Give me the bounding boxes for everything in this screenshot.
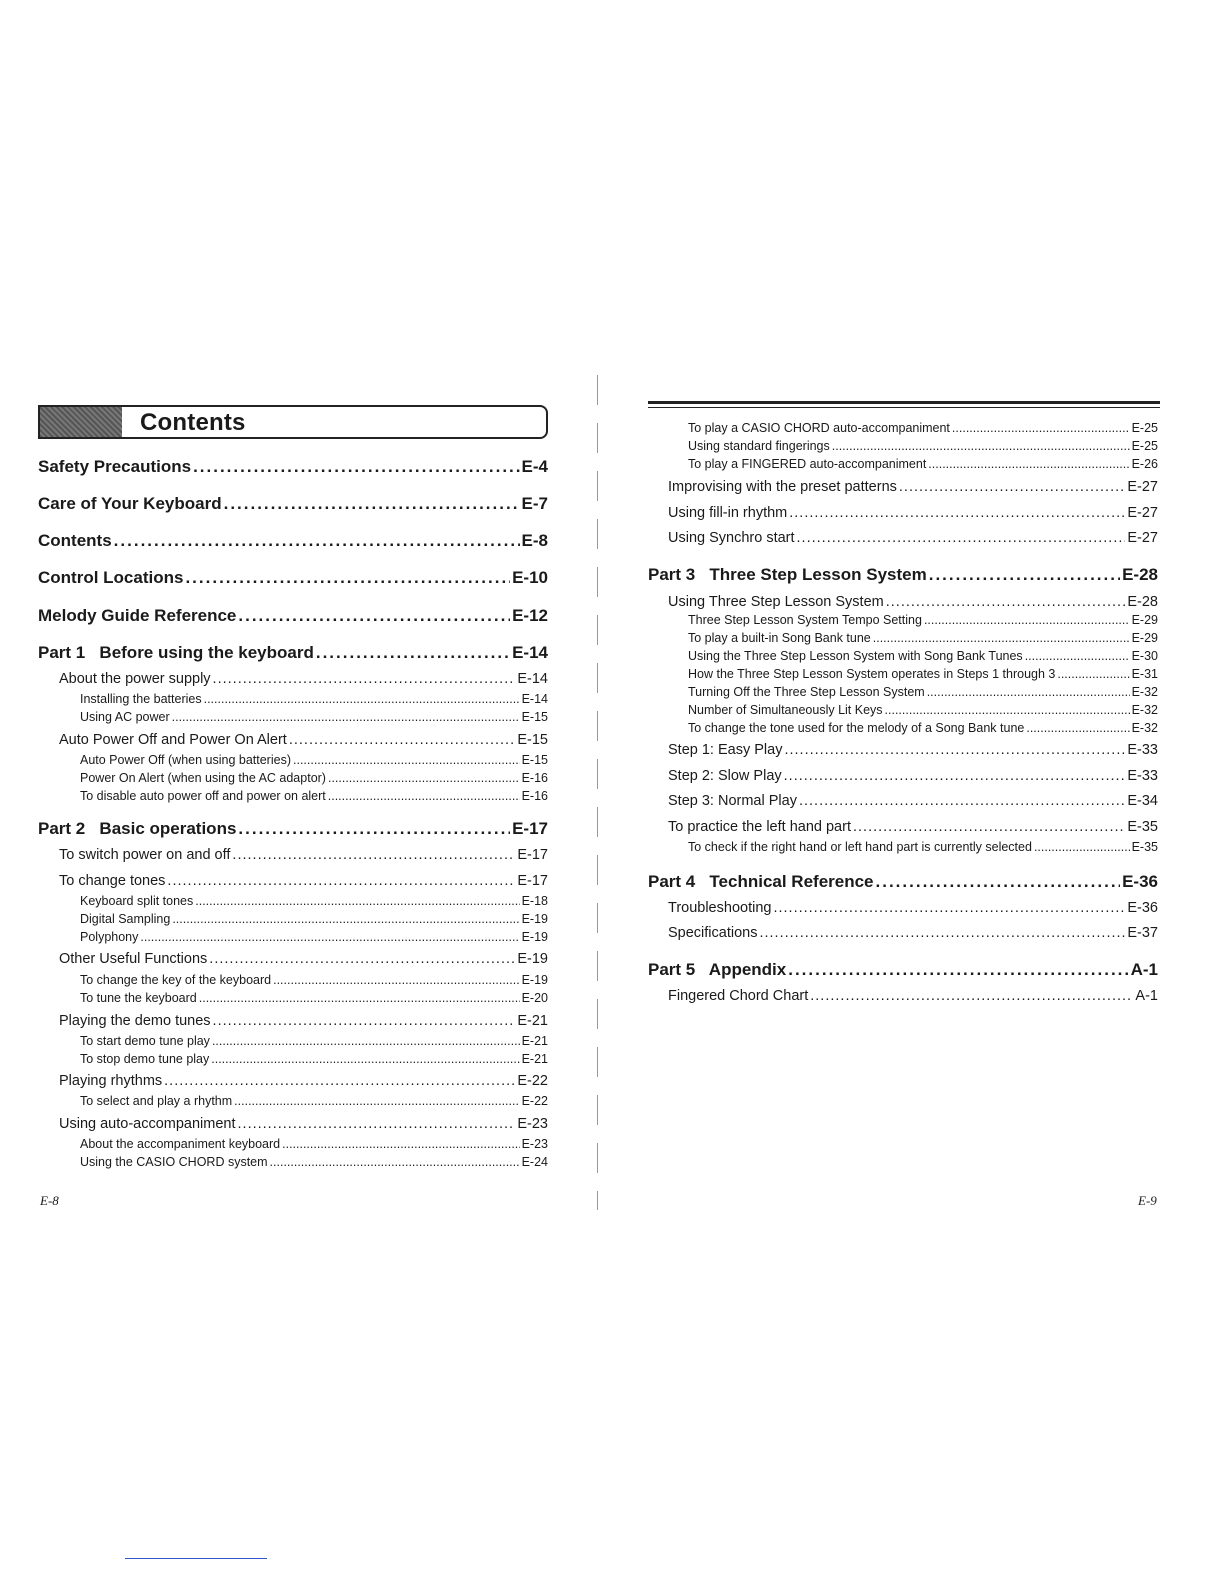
toc-entry-title: Care of Your Keyboard xyxy=(38,494,222,513)
dot-leader xyxy=(209,951,515,967)
toc-entry-title: To switch power on and off xyxy=(59,847,231,863)
dot-leader xyxy=(924,613,1130,627)
toc-entry-page: E-34 xyxy=(1127,793,1158,809)
toc-entry-title: To play a FINGERED auto-accompaniment xyxy=(688,457,927,471)
toc-entry-title: Fingered Chord Chart xyxy=(668,988,809,1004)
toc-entry-page: E-7 xyxy=(521,494,548,513)
toc-entry-title: Using the Three Step Lesson System with Song Bank Tunes xyxy=(688,649,1023,663)
toc-entry-page: E-16 xyxy=(521,771,548,785)
right-toc-entry[interactable] xyxy=(668,530,1158,546)
page-gutter xyxy=(597,375,598,1210)
toc-entry-page: E-17 xyxy=(512,819,548,838)
left-toc-entry[interactable] xyxy=(80,1052,548,1066)
dot-leader xyxy=(273,973,519,987)
right-toc-entry[interactable] xyxy=(668,742,1158,758)
right-top-rule-thin xyxy=(648,407,1160,408)
toc-entry-page: E-24 xyxy=(521,1155,548,1169)
toc-entry-title: To play a CASIO CHORD auto-accompaniment xyxy=(688,421,950,435)
toc-entry-page: E-33 xyxy=(1127,742,1158,758)
right-toc-entry[interactable] xyxy=(688,631,1158,645)
left-toc-entry[interactable] xyxy=(38,531,548,551)
toc-entry-page: E-20 xyxy=(521,991,548,1005)
toc-entry-title: Using fill-in rhythm xyxy=(668,505,788,521)
dot-leader xyxy=(328,789,520,803)
toc-entry-title: How the Three Step Lesson System operates in Steps 1 through 3 xyxy=(688,667,1056,681)
dot-leader xyxy=(211,1052,519,1066)
toc-entry-title: Auto Power Off and Power On Alert xyxy=(59,732,287,748)
toc-entry-title: Part 1 Before using the keyboard xyxy=(38,643,314,662)
dot-leader xyxy=(853,819,1125,835)
toc-entry-title: Melody Guide Reference xyxy=(38,606,237,625)
toc-entry-page: E-32 xyxy=(1131,721,1158,735)
toc-entry-page: E-27 xyxy=(1127,505,1158,521)
toc-entry-title: To start demo tune play xyxy=(80,1034,210,1048)
toc-entry-page: E-36 xyxy=(1122,872,1158,891)
right-toc-entry[interactable] xyxy=(648,872,1158,892)
toc-entry-title: To practice the left hand part xyxy=(668,819,851,835)
left-toc-entry[interactable] xyxy=(59,1116,548,1132)
right-toc-entry[interactable] xyxy=(688,721,1158,735)
toc-entry-page: E-30 xyxy=(1131,649,1158,663)
dot-leader xyxy=(140,930,519,944)
toc-entry-title: Specifications xyxy=(668,925,758,941)
toc-entry-page: E-29 xyxy=(1131,613,1158,627)
left-toc-entry[interactable] xyxy=(80,1137,548,1151)
left-toc-entry[interactable] xyxy=(80,1094,548,1108)
dot-leader xyxy=(316,643,510,663)
toc-entry-title: Part 2 Basic operations xyxy=(38,819,237,838)
right-toc-entry[interactable] xyxy=(668,819,1158,835)
toc-entry-page: E-15 xyxy=(521,753,548,767)
toc-entry-title: Keyboard split tones xyxy=(80,894,194,908)
toc-entry-page: E-23 xyxy=(517,1116,548,1132)
toc-entry-title: Three Step Lesson System Tempo Setting xyxy=(688,613,922,627)
dot-leader xyxy=(232,847,515,863)
toc-entry-page: E-17 xyxy=(517,847,548,863)
dot-leader xyxy=(952,421,1130,435)
dot-leader xyxy=(195,894,519,908)
toc-entry-title: To change the tone used for the melody of a Song Bank tune xyxy=(688,721,1025,735)
toc-entry-title: Control Locations xyxy=(38,568,184,587)
right-toc-entry[interactable] xyxy=(688,703,1158,717)
toc-entry-page: E-18 xyxy=(521,894,548,908)
dot-leader xyxy=(193,457,519,477)
toc-entry-page: E-28 xyxy=(1122,565,1158,584)
toc-entry-page: E-15 xyxy=(517,732,548,748)
left-toc-entry[interactable] xyxy=(80,912,548,926)
toc-entry-page: E-21 xyxy=(521,1034,548,1048)
toc-entry-title: Using AC power xyxy=(80,710,170,724)
dot-leader xyxy=(1026,721,1129,735)
dot-leader xyxy=(289,732,516,748)
toc-entry-page: E-17 xyxy=(517,873,548,889)
toc-entry-title: To stop demo tune play xyxy=(80,1052,210,1066)
dot-leader xyxy=(784,742,1125,758)
dot-leader xyxy=(213,1013,516,1029)
dot-leader xyxy=(282,1137,519,1151)
dot-leader xyxy=(1034,840,1130,854)
left-toc-entry[interactable] xyxy=(59,1013,548,1029)
toc-entry-page: E-15 xyxy=(521,710,548,724)
left-toc-entry[interactable] xyxy=(80,1034,548,1048)
toc-entry-title: Using auto-accompaniment xyxy=(59,1116,236,1132)
dot-leader xyxy=(810,988,1133,1004)
toc-entry-page: E-35 xyxy=(1131,840,1158,854)
toc-entry-title: To select and play a rhythm xyxy=(80,1094,233,1108)
toc-entry-page: E-19 xyxy=(521,973,548,987)
page-number-left: E-8 xyxy=(40,1193,59,1208)
toc-entry-title: To tune the keyboard xyxy=(80,991,197,1005)
dot-leader xyxy=(212,1034,520,1048)
dot-leader xyxy=(927,685,1130,699)
right-toc-entry[interactable] xyxy=(688,667,1158,681)
right-toc-entry[interactable] xyxy=(648,565,1158,585)
dot-leader xyxy=(832,439,1130,453)
dot-leader xyxy=(204,692,520,706)
right-toc-entry[interactable] xyxy=(668,479,1158,495)
toc-entry-title: To disable auto power off and power on alert xyxy=(80,789,326,803)
right-toc-entry[interactable] xyxy=(668,793,1158,809)
toc-entry-title: Step 3: Normal Play xyxy=(668,793,797,809)
right-toc-entry[interactable] xyxy=(688,457,1158,471)
dot-leader xyxy=(238,606,510,626)
toc-entry-page: E-19 xyxy=(517,951,548,967)
page-title: Contents xyxy=(140,409,246,436)
toc-entry-title: To change tones xyxy=(59,873,166,889)
right-toc-entry[interactable] xyxy=(668,768,1158,784)
dot-leader xyxy=(1025,649,1130,663)
dot-leader xyxy=(784,768,1126,784)
dot-leader xyxy=(238,819,510,839)
left-toc-entry[interactable] xyxy=(38,568,548,588)
dot-leader xyxy=(238,1116,516,1132)
left-toc-entry[interactable] xyxy=(80,710,548,724)
toc-entry-page: E-26 xyxy=(1131,457,1158,471)
toc-entry-title: About the accompaniment keyboard xyxy=(80,1137,281,1151)
right-toc-entry[interactable] xyxy=(688,439,1158,453)
toc-entry-title: Step 1: Easy Play xyxy=(668,742,783,758)
toc-entry-page: E-14 xyxy=(512,643,548,662)
toc-entry-page: E-14 xyxy=(521,692,548,706)
toc-entry-page: E-16 xyxy=(521,789,548,803)
left-toc-entry[interactable] xyxy=(80,973,548,987)
dot-leader xyxy=(185,568,510,588)
dot-leader xyxy=(114,531,520,551)
toc-entry-title: Troubleshooting xyxy=(668,900,772,916)
toc-entry-page: E-31 xyxy=(1131,667,1158,681)
toc-entry-page: A-1 xyxy=(1135,988,1158,1004)
toc-entry-page: E-33 xyxy=(1127,768,1158,784)
left-toc-entry[interactable] xyxy=(59,1073,548,1089)
left-toc-entry[interactable] xyxy=(80,753,548,767)
contents-header-box xyxy=(38,405,548,439)
toc-entry-title: Playing rhythms xyxy=(59,1073,163,1089)
toc-entry-title: Auto Power Off (when using batteries) xyxy=(80,753,291,767)
toc-entry-title: Using Synchro start xyxy=(668,530,795,546)
toc-entry-title: Playing the demo tunes xyxy=(59,1013,211,1029)
page-number-right: E-9 xyxy=(1138,1193,1157,1208)
dot-leader xyxy=(759,925,1125,941)
right-toc-entry[interactable] xyxy=(688,649,1158,663)
right-top-rule xyxy=(648,401,1160,404)
dot-leader xyxy=(929,565,1120,585)
toc-entry-page: E-10 xyxy=(512,568,548,587)
toc-entry-title: To check if the right hand or left hand part is currently selected xyxy=(688,840,1032,854)
toc-entry-page: E-19 xyxy=(521,930,548,944)
right-toc-entry[interactable] xyxy=(688,840,1158,854)
toc-entry-page: E-32 xyxy=(1131,685,1158,699)
toc-entry-page: A-1 xyxy=(1130,960,1158,979)
dot-leader xyxy=(164,1073,515,1089)
header-shade-block xyxy=(40,407,122,437)
toc-entry-title: About the power supply xyxy=(59,671,211,687)
dot-leader xyxy=(885,703,1130,717)
dot-leader xyxy=(928,457,1129,471)
dot-leader xyxy=(224,494,520,514)
dot-leader xyxy=(788,960,1128,980)
toc-entry-title: Part 4 Technical Reference xyxy=(648,872,874,891)
toc-entry-page: E-22 xyxy=(521,1094,548,1108)
toc-entry-title: Digital Sampling xyxy=(80,912,171,926)
toc-entry-page: E-14 xyxy=(517,671,548,687)
toc-entry-page: E-12 xyxy=(512,606,548,625)
toc-entry-page: E-28 xyxy=(1127,594,1158,610)
dot-leader xyxy=(876,872,1121,892)
toc-entry-page: E-4 xyxy=(521,457,548,476)
dot-leader xyxy=(773,900,1125,916)
dot-leader xyxy=(789,505,1125,521)
dot-leader xyxy=(199,991,520,1005)
toc-entry-title: Power On Alert (when using the AC adaptor) xyxy=(80,771,326,785)
toc-entry-page: E-32 xyxy=(1131,703,1158,717)
left-toc-entry[interactable] xyxy=(80,789,548,803)
dot-leader xyxy=(167,873,515,889)
right-toc-entry[interactable] xyxy=(688,685,1158,699)
dot-leader xyxy=(799,793,1125,809)
toc-entry-page: E-37 xyxy=(1127,925,1158,941)
toc-entry-page: E-21 xyxy=(521,1052,548,1066)
toc-entry-title: Contents xyxy=(38,531,112,550)
dot-leader xyxy=(270,1155,520,1169)
right-toc-entry[interactable] xyxy=(648,960,1158,980)
dot-leader xyxy=(293,753,520,767)
toc-entry-title: To change the key of the keyboard xyxy=(80,973,272,987)
left-toc-entry[interactable] xyxy=(80,894,548,908)
toc-entry-title: Improvising with the preset patterns xyxy=(668,479,897,495)
toc-entry-title: Using the CASIO CHORD system xyxy=(80,1155,268,1169)
toc-entry-page: E-25 xyxy=(1131,421,1158,435)
toc-entry-page: E-19 xyxy=(521,912,548,926)
left-toc-entry[interactable] xyxy=(38,457,548,477)
right-toc-entry[interactable] xyxy=(668,505,1158,521)
left-toc-entry[interactable] xyxy=(80,930,548,944)
toc-entry-title: To play a built-in Song Bank tune xyxy=(688,631,871,645)
toc-entry-title: Installing the batteries xyxy=(80,692,202,706)
toc-entry-title: Part 3 Three Step Lesson System xyxy=(648,565,927,584)
left-toc-entry[interactable] xyxy=(80,771,548,785)
toc-entry-page: E-27 xyxy=(1127,479,1158,495)
scan-artifact-line xyxy=(125,1558,267,1559)
toc-entry-title: Turning Off the Three Step Lesson System xyxy=(688,685,925,699)
left-toc-entry[interactable] xyxy=(38,819,548,839)
left-toc-entry[interactable] xyxy=(80,991,548,1005)
dot-leader xyxy=(234,1094,519,1108)
dot-leader xyxy=(172,710,520,724)
toc-entry-title: Number of Simultaneously Lit Keys xyxy=(688,703,883,717)
toc-entry-title: Safety Precautions xyxy=(38,457,192,476)
left-toc-entry[interactable] xyxy=(38,643,548,663)
right-toc-entry[interactable] xyxy=(668,594,1158,610)
toc-entry-title: Other Useful Functions xyxy=(59,951,208,967)
dot-leader xyxy=(213,671,516,687)
right-toc-entry[interactable] xyxy=(668,988,1158,1004)
toc-entry-page: E-22 xyxy=(517,1073,548,1089)
left-toc-entry[interactable] xyxy=(59,671,548,687)
dot-leader xyxy=(797,530,1126,546)
toc-entry-page: E-21 xyxy=(517,1013,548,1029)
toc-entry-title: Part 5 Appendix xyxy=(648,960,787,979)
toc-entry-title: Polyphony xyxy=(80,930,139,944)
toc-entry-page: E-35 xyxy=(1127,819,1158,835)
toc-entry-page: E-23 xyxy=(521,1137,548,1151)
dot-leader xyxy=(1057,667,1129,681)
toc-entry-title: Using standard fingerings xyxy=(688,439,830,453)
dot-leader xyxy=(328,771,520,785)
left-toc-entry[interactable] xyxy=(80,692,548,706)
right-toc-entry[interactable] xyxy=(688,613,1158,627)
right-toc-entry[interactable] xyxy=(688,421,1158,435)
dot-leader xyxy=(873,631,1130,645)
right-toc-entry[interactable] xyxy=(668,925,1158,941)
left-toc-entry[interactable] xyxy=(59,732,548,748)
toc-entry-page: E-36 xyxy=(1127,900,1158,916)
toc-entry-page: E-25 xyxy=(1131,439,1158,453)
right-toc-entry[interactable] xyxy=(668,900,1158,916)
toc-entry-title: Using Three Step Lesson System xyxy=(668,594,884,610)
left-toc-entry[interactable] xyxy=(38,606,548,626)
dot-leader xyxy=(899,479,1125,495)
left-toc-entry[interactable] xyxy=(80,1155,548,1169)
dot-leader xyxy=(886,594,1126,610)
toc-entry-title: Step 2: Slow Play xyxy=(668,768,782,784)
left-toc-entry[interactable] xyxy=(59,873,548,889)
left-toc-entry[interactable] xyxy=(59,847,548,863)
left-toc-entry[interactable] xyxy=(59,951,548,967)
dot-leader xyxy=(172,912,519,926)
left-toc-entry[interactable] xyxy=(38,494,548,514)
toc-entry-page: E-29 xyxy=(1131,631,1158,645)
toc-entry-page: E-8 xyxy=(521,531,548,550)
toc-entry-page: E-27 xyxy=(1127,530,1158,546)
